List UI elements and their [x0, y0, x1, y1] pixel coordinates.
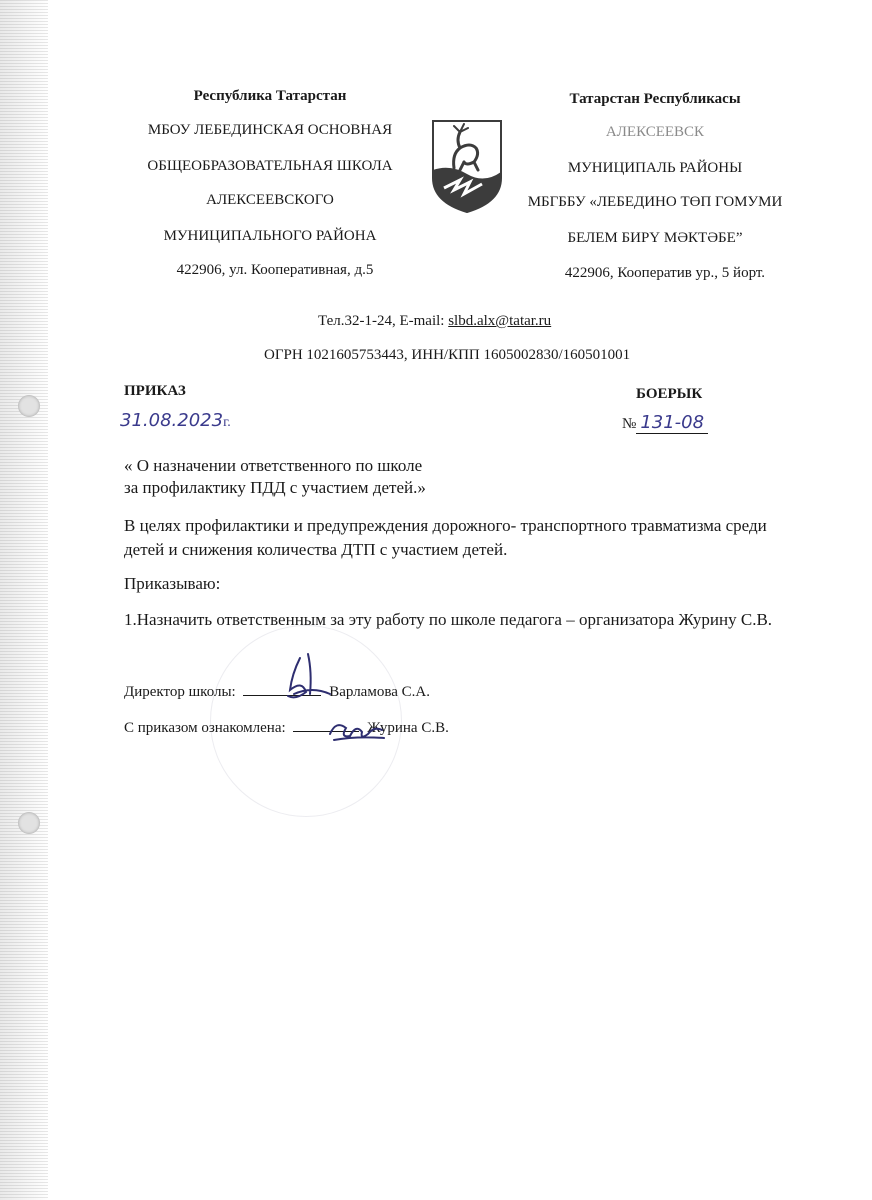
ack-signature-mark: [326, 716, 388, 746]
header-right-line3: МБГББУ «ЛЕБЕДИНО ТӨП ГОМУМИ: [527, 194, 783, 210]
contacts-phone: Тел.32-1-24, E-mail:: [318, 313, 449, 329]
ack-name: Журина С.В.: [367, 720, 449, 736]
header-right-line4: БЕЛЕМ БИРҮ МӘКТӘБЕ”: [567, 230, 743, 246]
punch-hole: [18, 395, 40, 417]
header-left-line3: АЛЕКСЕЕВСКОГО: [206, 192, 334, 208]
scan-edge: [0, 0, 48, 1200]
number-prefix: №: [622, 416, 637, 432]
director-label: Директор школы:: [124, 684, 236, 700]
order-word: Приказываю:: [124, 574, 221, 593]
header-left-line2: ОБЩЕОБРАЗОВАТЕЛЬНАЯ ШКОЛА: [147, 158, 393, 174]
body-para1-line1: В целях профилактики и предупреждения дорожного- транспортного травматизма среди: [124, 516, 767, 535]
number-handwritten: 131-08: [636, 412, 708, 434]
ack-label: С приказом ознакомлена:: [124, 720, 286, 736]
ogrn-line: ОГРН 1021605753443, ИНН/КПП 1605002830/160501001: [264, 347, 631, 363]
header-left-line1: МБОУ ЛЕБЕДИНСКАЯ ОСНОВНАЯ: [147, 122, 393, 138]
header-right-line2: МУНИЦИПАЛЬ РАЙОНЫ: [567, 160, 743, 176]
order-date: [120, 410, 231, 431]
director-signature-mark: [278, 650, 338, 706]
punch-hole: [18, 812, 40, 834]
header-right-republic: Татарстан Республикасы: [569, 91, 741, 107]
header-left-line4: МУНИЦИПАЛЬНОГО РАЙОНА: [163, 228, 377, 244]
date-suffix: г.: [223, 415, 231, 430]
header-right-address: 422906, Кооператив ур., 5 йорт.: [564, 265, 766, 281]
body-para1-line2: детей и снижения количества ДТП с участием детей.: [124, 540, 508, 559]
header-left-republic: Республика Татарстан: [193, 88, 347, 104]
subject-line1: « О назначении ответственного по школе: [124, 456, 423, 475]
date-handwritten: 31.08.2023: [120, 410, 224, 431]
header-right-line1: АЛЕКСЕЕВСК: [605, 124, 705, 140]
header-left-address: 422906, ул. Кооперативная, д.5: [176, 262, 374, 278]
contacts-line: [318, 313, 551, 330]
director-name: Варламова С.А.: [329, 684, 430, 700]
director-signature-line: [124, 684, 430, 701]
order-title-tatar: БОЕРЫК: [636, 386, 703, 402]
coat-of-arms-emblem: [430, 118, 504, 214]
subject-line2: за профилактику ПДД с участием детей.»: [124, 478, 426, 497]
order-item-1: 1.Назначить ответственным за эту работу по школе педагога – организатора Журину С.В.: [124, 610, 773, 629]
ack-signature-line: [124, 720, 449, 737]
order-title: ПРИКАЗ: [124, 383, 186, 399]
order-number: [622, 412, 708, 433]
email-link[interactable]: slbd.alx@tatar.ru: [448, 313, 552, 329]
